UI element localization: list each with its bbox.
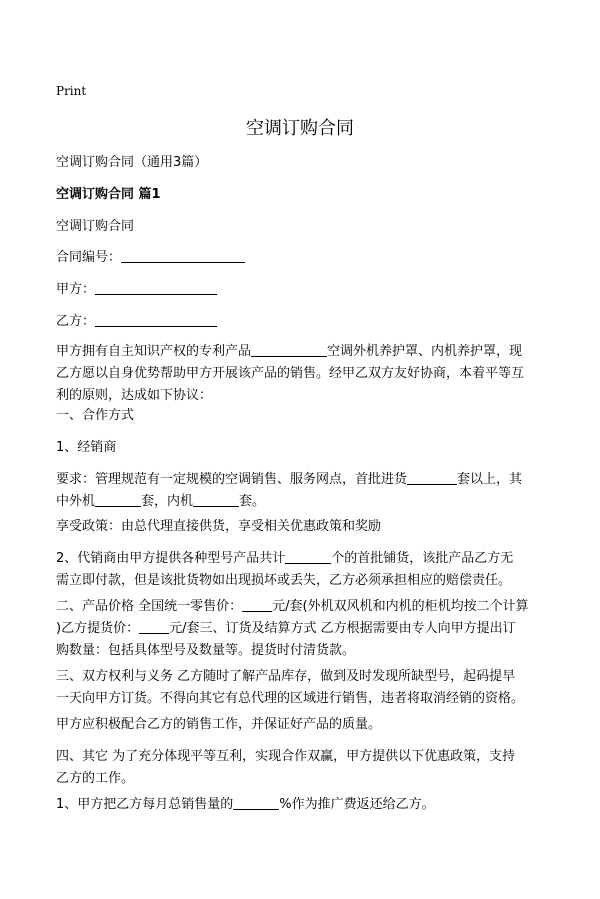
requirement-text: 要求：管理规范有一定规模的空调销售、服务网点，首批进货 bbox=[56, 472, 408, 487]
contract-number-label: 合同编号： bbox=[56, 250, 122, 265]
section-heading-text: 空调订购合同 篇1 bbox=[56, 187, 161, 202]
document-subtitle bbox=[56, 152, 550, 174]
intro-text: 甲方拥有自主知识产权的专利产品 bbox=[56, 344, 252, 359]
requirement-text: 套。 bbox=[239, 494, 266, 509]
rebate-text: %作为推广费返还给乙方。 bbox=[279, 797, 435, 812]
price-text: 元/套三、订货及结算方式 乙方根据需要由专人向甲方提出订 bbox=[169, 621, 516, 636]
benefit-text: 享受政策：由总代理直接供货，享受相关优惠政策和奖励 bbox=[56, 519, 382, 534]
intro-text: 空调外机养护罩、内机养护罩，现 bbox=[327, 344, 523, 359]
subtitle-text: 空调订购合同（通用3篇） bbox=[56, 155, 208, 170]
other-text: 乙方的工作。 bbox=[56, 771, 135, 786]
rights-paragraph bbox=[56, 666, 550, 710]
party-a-row bbox=[56, 279, 550, 301]
rebate-percent-blank bbox=[233, 795, 279, 810]
requirement-text: 中外机 bbox=[56, 494, 96, 509]
rebate-text: 1、甲方把乙方每月总销售量的 bbox=[56, 797, 234, 812]
section-heading bbox=[56, 184, 550, 206]
price-text: 元/套(外机双风机和内机的柜机均按二个计算 bbox=[272, 599, 529, 614]
outdoor-unit-blank bbox=[95, 492, 141, 507]
other-paragraph bbox=[56, 746, 550, 790]
product-name-blank bbox=[251, 342, 327, 357]
item-dealer bbox=[56, 437, 550, 459]
section-1-heading-text: 一、合作方式 bbox=[56, 408, 135, 423]
intro-text: 利的原则，达成如下协议： bbox=[56, 388, 213, 403]
party-a-label: 甲方： bbox=[56, 282, 96, 297]
party-a-blank bbox=[95, 280, 217, 295]
section-1-heading bbox=[56, 405, 550, 427]
agent-paragraph bbox=[56, 548, 550, 592]
rights-text: 三、双方权利与义务 乙方随时了解产品库存，做到及时发现所缺型号，起码提早 bbox=[56, 669, 516, 684]
retail-price-blank bbox=[242, 597, 272, 612]
rights-text: 一天向甲方订货。不得向其它有总代理的区域进行销售，违者将取消经销的资格。 bbox=[56, 691, 525, 706]
requirement-text: 套以上，其 bbox=[457, 472, 523, 487]
first-order-blank bbox=[407, 470, 457, 485]
party-b-label: 乙方： bbox=[56, 314, 96, 329]
intro-text: 乙方愿以自身优势帮助甲方开展该产品的销售。经甲乙双方友好协商，本着平等互 bbox=[56, 366, 525, 381]
contract-number-row bbox=[56, 247, 550, 269]
contract-name-text: 空调订购合同 bbox=[56, 219, 135, 234]
quantity-blank bbox=[285, 549, 331, 564]
contract-name bbox=[56, 216, 550, 238]
party-b-blank bbox=[95, 312, 217, 327]
agent-text: 需立即付款，但是该批货物如出现损坏或丢失，乙方必须承担相应的赔偿责任。 bbox=[56, 573, 512, 588]
agent-text: 2、代销商由甲方提供各种型号产品共计 bbox=[56, 551, 286, 566]
benefit-paragraph bbox=[56, 516, 550, 538]
price-text: 购数量：包括具体型号及数量等。提货时付清货款。 bbox=[56, 643, 356, 658]
item-dealer-text: 1、经销商 bbox=[56, 440, 117, 455]
wholesale-price-blank bbox=[139, 619, 169, 634]
cooperate-text: 甲方应积极配合乙方的销售工作，并保证好产品的质量。 bbox=[56, 717, 382, 732]
party-b-row bbox=[56, 311, 550, 333]
contract-number-blank bbox=[121, 248, 245, 263]
print-label: Print bbox=[56, 84, 87, 98]
intro-paragraph bbox=[56, 341, 550, 407]
cooperate-paragraph bbox=[56, 714, 550, 736]
agent-text: 个的首批铺货，该批产品乙方无 bbox=[331, 551, 514, 566]
indoor-unit-blank bbox=[193, 492, 239, 507]
price-text: )乙方提货价： bbox=[56, 621, 140, 636]
price-paragraph bbox=[56, 596, 550, 662]
requirement-paragraph bbox=[56, 469, 550, 513]
price-text: 二、产品价格 全国统一零售价： bbox=[56, 599, 243, 614]
other-text: 四、其它 为了充分体现平等互利，实现合作双赢，甲方提供以下优惠政策，支持 bbox=[56, 749, 516, 764]
requirement-text: 套，内机 bbox=[141, 494, 194, 509]
rebate-paragraph bbox=[56, 794, 550, 816]
document-title: 空调订购合同 bbox=[246, 118, 354, 139]
